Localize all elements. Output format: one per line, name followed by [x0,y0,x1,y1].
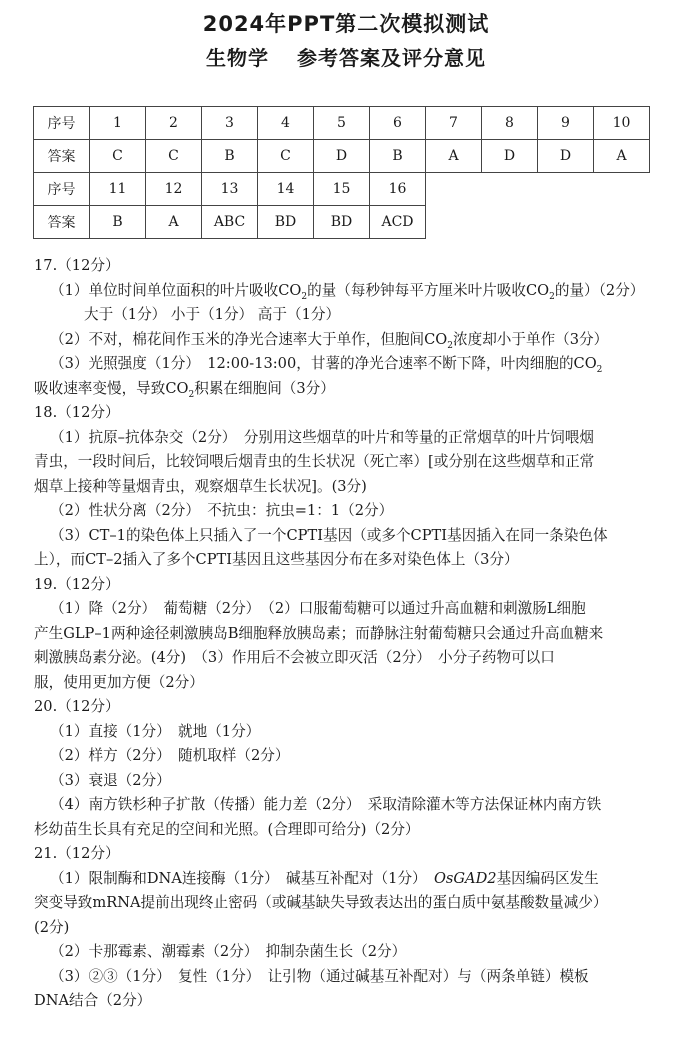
table-cell: 6 [370,107,426,140]
subscript: 2 [549,291,555,302]
table-cell: 7 [426,107,482,140]
row-label: 序号 [34,107,90,140]
question-18-line: （1）抗原–抗体杂交（2分） 分别用这些烟草的叶片和等量的正常烟草的叶片饲喂烟 [50,428,594,446]
table-cell: 8 [482,107,538,140]
text-segment: 浓度却小于单作（3分） [453,330,609,348]
table-cell: 10 [594,107,650,140]
answer-table [33,106,650,239]
question-20-heading: 20.（12分） [34,698,120,715]
table-cell: D [314,140,370,173]
table-cell: 15 [314,173,370,206]
text-segment: 的量）（2分） [554,281,645,299]
subscript: 2 [447,340,453,351]
text-segment: 吸收速率变慢，导致CO [34,379,189,397]
table-cell: A [146,206,202,239]
table-cell: 16 [370,173,426,206]
table-cell: 9 [538,107,594,140]
question-18-line: 烟草上接种等量烟青虫，观察烟草生长状况]。(3分) [34,477,367,495]
question-17-line [34,352,662,377]
table-cell: B [90,206,146,239]
question-17-line [34,328,662,353]
gene-name: OsGAD2 [433,869,497,887]
question-21-line: (2分) [34,918,70,936]
table-cell: A [594,140,650,173]
question-17-heading: 17.（12分） [34,257,120,274]
text-segment: （1）限制酶和DNA连接酶（1分） 碱基互补配对（1分） [50,869,434,887]
table-cell: 12 [146,173,202,206]
text-segment: （3）光照强度（1分） 12:00-13:00，甘薯的净光合速率不断下降，叶肉细胞的CO [50,355,597,372]
question-19-line: 刺激胰岛素分泌。(4分) （3）作用后不会被立即灭活（2分） 小分子药物可以口 [34,649,555,666]
subscript: 2 [596,364,603,375]
question-20-line: （2）样方（2分） 随机取样（2分） [50,747,290,764]
row-label: 答案 [34,140,90,173]
question-19-line: （1）降（2分） 葡萄糖（2分） （2）口服葡萄糖可以通过升高血糖和刺激肠L细胞 [50,600,586,617]
table-cell: C [146,140,202,173]
question-19-line: 产生GLP–1两种途径刺激胰岛B细胞释放胰岛素；而静脉注射葡萄糖只会通过升高血糖来 [34,624,604,642]
table-row-numbers-1 [34,107,650,140]
question-19-heading: 19.（12分） [34,575,120,593]
page-subtitle [0,42,692,71]
table-cell: C [90,140,146,173]
question-21-line: DNA结合（2分） [34,992,152,1009]
table-cell: D [482,140,538,173]
table-cell: 14 [258,173,314,206]
table-cell: B [370,140,426,173]
table-blank [426,173,650,239]
question-19-line: 服，使用更加方便（2分） [34,673,204,691]
question-17-line [34,279,662,304]
subscript: 2 [188,389,195,400]
table-cell: BD [314,206,370,239]
table-cell: C [258,140,314,173]
table-cell: 2 [146,107,202,140]
text-segment: 积累在细胞间（3分） [194,379,335,397]
table-row-answers-1 [34,140,650,173]
table-cell: D [538,140,594,173]
text-segment: （1）单位时间单位面积的叶片吸收CO [50,281,302,299]
question-18-line: 青虫，一段时间后，比较饲喂后烟青虫的生长状况（死亡率）[或分别在这些烟草和正常 [34,453,595,470]
question-21-line: （3）②③（1分） 复性（1分） 让引物（通过碱基互补配对）与（两条单链）模板 [50,967,589,985]
row-label: 序号 [34,173,90,206]
table-cell: B [202,140,258,173]
question-20-line: 杉幼苗生长具有充足的空间和光照。(合理即可给分)（2分） [34,820,420,838]
table-cell: 5 [314,107,370,140]
question-20-line: （3）衰退（2分） [50,771,171,789]
table-cell: A [426,140,482,173]
question-18-line: 上），而CT–2插入了多个CPTI基因且这些基因分布在多对染色体上（3分） [34,551,519,568]
text-segment: （2）不对，棉花间作玉米的净光合速率大于单作，但胞间CO [50,330,448,348]
table-cell: 11 [90,173,146,206]
question-18-heading: 18.（12分） [34,404,120,421]
table-cell: ABC [202,206,258,239]
table-cell: 3 [202,107,258,140]
question-21-line [34,867,662,892]
table-cell: 13 [202,173,258,206]
answer-body [34,254,662,1014]
text-segment: 基因编码区发生 [496,869,599,887]
row-label: 答案 [34,206,90,239]
question-20-line: （1）直接（1分） 就地（1分） [50,722,261,740]
table-cell: BD [258,206,314,239]
question-17-line: 大于（1分） 小于（1分） 高于（1分） [84,306,341,323]
question-18-line: （3）CT–1的染色体上只插入了一个CPTI基因（或多个CPTI基因插入在同一条染色体 [50,526,608,544]
table-cell: 4 [258,107,314,140]
table-cell: ACD [370,206,426,239]
text-segment: 的量（每秒钟每平方厘米叶片吸收CO [307,281,550,299]
question-18-line: （2）性状分离（2分） 不抗虫：抗虫=1：1（2分） [50,502,394,519]
question-21-line: 突变导致mRNA提前出现终止密码（或碱基缺失导致表达出的蛋白质中氨基酸数量减少） [34,894,608,911]
table-row-numbers-2 [34,173,650,206]
table-cell: 1 [90,107,146,140]
question-20-line: （4）南方铁杉种子扩散（传播）能力差（2分） 采取清除灌木等方法保证林内南方铁 [50,796,602,813]
page-title: 2024年PPT第二次模拟测试 [202,12,490,36]
subtitle-rest: 参考答案及评分意见 [296,46,486,70]
subscript: 2 [301,291,308,302]
question-21-heading: 21.（12分） [34,845,120,862]
question-17-line [34,377,662,402]
question-21-line: （2）卡那霉素、潮霉素（2分） 抑制杂菌生长（2分） [50,943,407,960]
subtitle-subject: 生物学 [206,46,270,70]
